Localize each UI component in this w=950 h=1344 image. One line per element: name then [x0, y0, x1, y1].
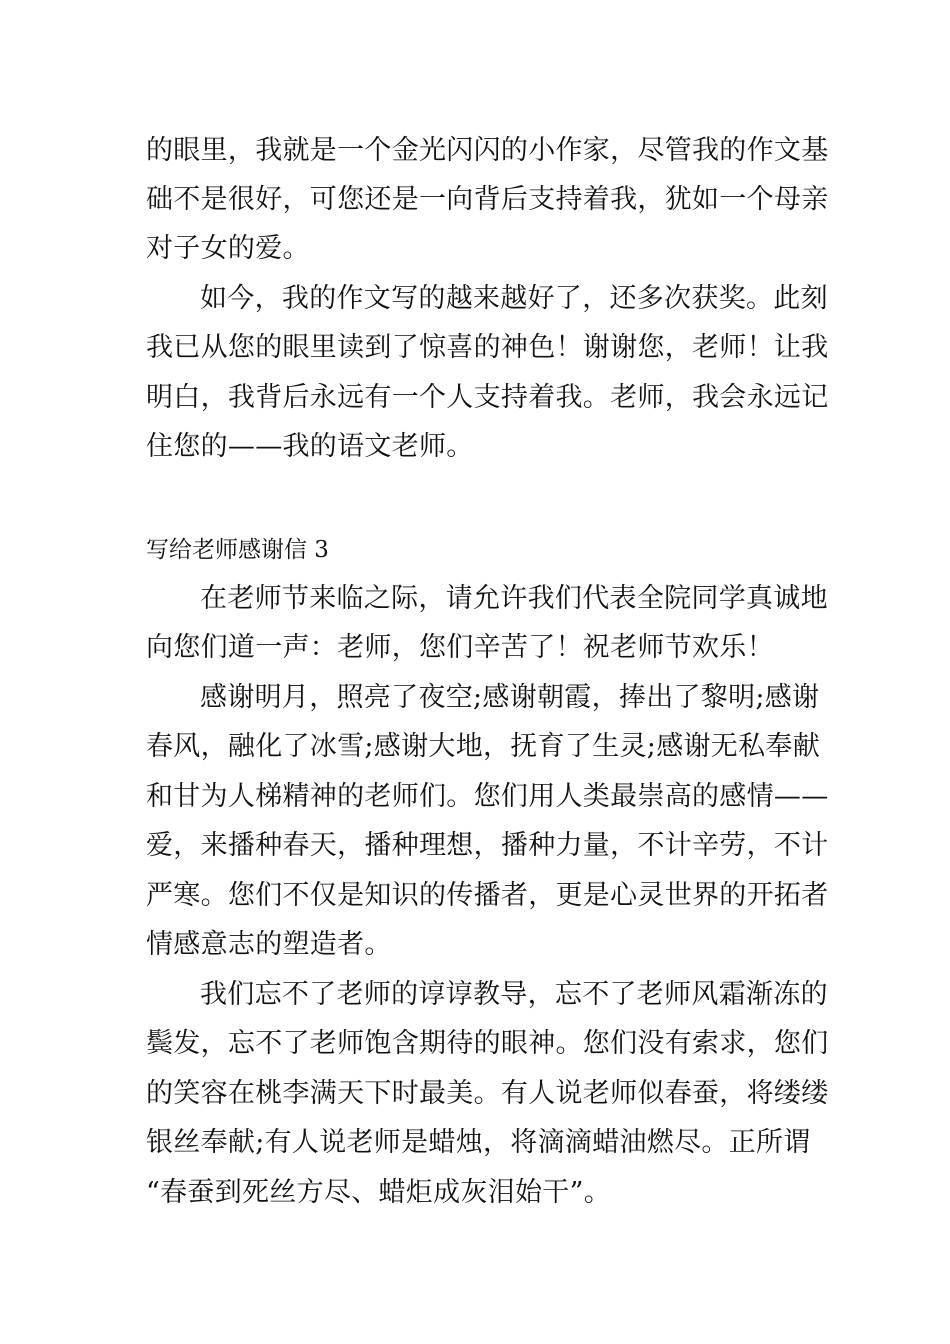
paragraph-2-line-3: 明白，我背后永远有一个人支持着我。老师，我会永远记 [146, 382, 829, 413]
paragraph-4-line-4: 爱，来播种春天，播种理想，播种力量，不计辛劳，不计 [146, 830, 829, 861]
paragraph-5-line-2: 鬓发，忘不了老师饱含期待的眼神。您们没有索求，您们 [146, 1028, 829, 1059]
section-heading: 写给老师感谢信 3 [146, 537, 329, 563]
paragraph-2-line-2: 我已从您的眼里读到了惊喜的神色！谢谢您，老师！让我 [146, 332, 829, 363]
paragraph-4-line-5: 严寒。您们不仅是知识的传播者，更是心灵世界的开拓者 [146, 880, 829, 911]
paragraph-4-line-1: 感谢明月，照亮了夜空;感谢朝霞，捧出了黎明;感谢 [200, 682, 820, 713]
paragraph-1-line-2: 础不是很好，可您还是一向背后支持着我，犹如一个母亲 [146, 184, 829, 215]
paragraph-1-line-3: 对子女的爱。 [146, 233, 310, 264]
paragraph-5-line-1: 我们忘不了老师的谆谆教导，忘不了老师风霜渐冻的 [200, 979, 828, 1010]
paragraph-4-line-6: 情感意志的塑造者。 [146, 929, 392, 960]
paragraph-5-line-3: 的笑容在桃李满天下时最美。有人说老师似春蚕，将缕缕 [146, 1078, 829, 1109]
paragraph-1-line-1: 的眼里，我就是一个金光闪闪的小作家，尽管我的作文基 [146, 135, 829, 166]
paragraph-3-line-1: 在老师节来临之际，请允许我们代表全院同学真诚地 [200, 583, 828, 614]
paragraph-5-line-5: “春蚕到死丝方尽、蜡炬成灰泪始干”。 [146, 1177, 612, 1208]
paragraph-3-line-2: 向您们道一声：老师，您们辛苦了！祝老师节欢乐！ [146, 632, 774, 663]
paragraph-4-line-3: 和甘为人梯精神的老师们。您们用人类最崇高的感情—— [146, 781, 829, 812]
paragraph-2-line-4: 住您的——我的语文老师。 [146, 431, 474, 462]
paragraph-5-line-4: 银丝奉献;有人说老师是蜡烛，将滴滴蜡油燃尽。正所谓 [146, 1127, 811, 1158]
paragraph-4-line-2: 春风，融化了冰雪;感谢大地，抚育了生灵;感谢无私奉献 [146, 731, 820, 762]
paragraph-2-line-1: 如今，我的作文写的越来越好了，还多次获奖。此刻 [200, 283, 828, 314]
